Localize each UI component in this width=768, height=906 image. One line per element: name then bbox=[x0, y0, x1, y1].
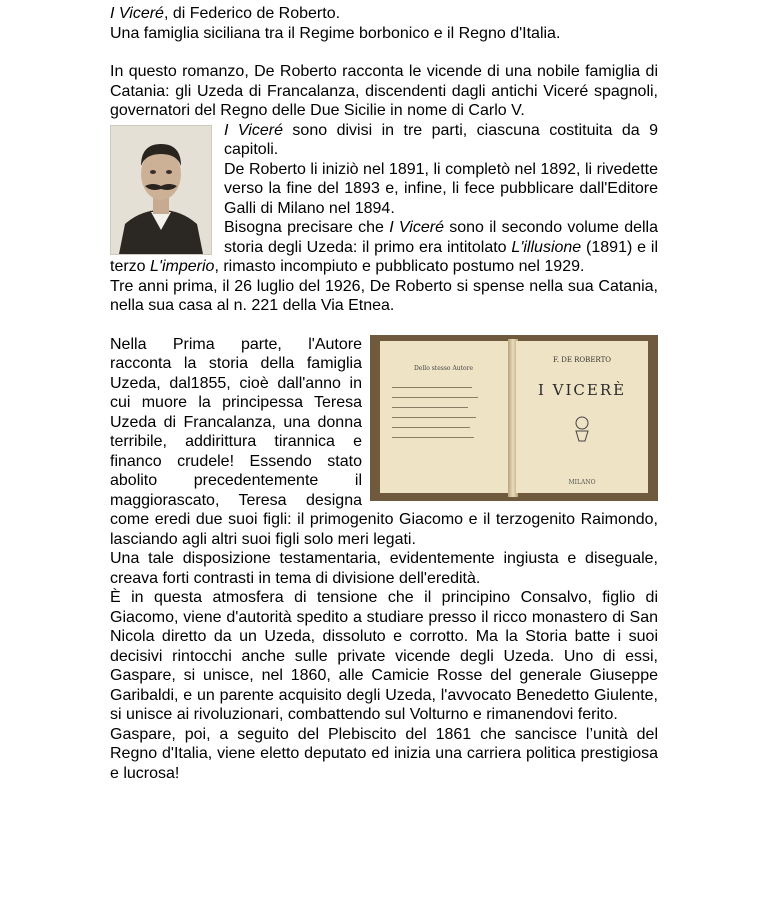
intro-title-italic: I Viceré bbox=[110, 5, 164, 22]
trilogy-text-a: Bisogna precisare che bbox=[224, 219, 390, 236]
portrait-figure-icon bbox=[111, 126, 211, 254]
intro-subtitle: Una famiglia siciliana tra il Regime borbonico e il Regno d'Italia. bbox=[110, 24, 561, 42]
book-right-page bbox=[516, 341, 648, 493]
paragraph-consalvo: È in questa atmosfera di tensione che il principino Consalvo, figlio di Giacomo, viene d'autorità spedito a studiare presso il ricco monastero di San Nicola diretto da un Uzeda, dissoluto e corrotto. Ma la Storia batte i suoi decisivi rintocchi anche sulle private vicende degli Uzeda. Uno di essi, Gaspare, si unisce, nel 1860, alle Camicie Rosse del generale Giuseppe Garibaldi, e un parente acquisito degli Uzeda, l'avvocato Benedetto Giulente, si unisce ai rivoluzionari, combattendo sul Volturno e rimanendovi ferito. bbox=[110, 589, 658, 723]
intro-title-line bbox=[110, 4, 658, 24]
book-left-page bbox=[380, 341, 510, 493]
trilogy-italic-viceré: I Viceré bbox=[389, 219, 444, 236]
paragraph-gaspare: Gaspare, poi, a seguito del Plebiscito del 1861 che sancisce l’unità del Regno d'Italia, viene eletto deputato ed inizia una carriera politica prestigiosa e lucrosa! bbox=[110, 725, 658, 782]
intro-title-rest: , di Federico de Roberto. bbox=[163, 5, 341, 22]
trilogy-text-c: (1891) e il terzo bbox=[110, 238, 658, 275]
trilogy-text-d: , rimasto incompiuto e pubblicato postumo nel 1929. bbox=[214, 258, 585, 275]
book-emblem-icon bbox=[570, 413, 594, 443]
portrait-photo bbox=[110, 125, 212, 255]
paragraph-testament: Una tale disposizione testamentaria, evidentemente ingiusta e diseguale, creava forti contrasti in tema di divisione dell'eredità. bbox=[110, 550, 658, 587]
trilogy-text-b: sono il secondo volume della storia degli Uzeda: il primo era intitolato bbox=[224, 219, 659, 256]
paragraph-parts-rest: sono divisi in tre parti, ciascuna costituita da 9 capitoli. bbox=[224, 121, 658, 158]
book-title: I VICERÈ bbox=[537, 380, 627, 399]
paragraph-death: Tre anni prima, il 26 luglio del 1926, De Roberto si spense nella sua Catania, nella sua casa al n. 221 della Via Etnea. bbox=[110, 277, 658, 314]
book-left-heading: Dello stesso Autore bbox=[414, 364, 474, 372]
book-imprint: MILANO bbox=[568, 478, 596, 486]
paragraph-writing-dates: De Roberto li iniziò nel 1891, li completò nel 1892, li rivedette verso la fine del 1893 e, infine, li fece pubblicare dall'Editore Galli di Milano nel 1894. bbox=[224, 160, 658, 217]
trilogy-italic-imperio: L'imperio bbox=[150, 258, 215, 275]
trilogy-italic-illusione: L'illusione bbox=[511, 238, 582, 256]
book-author: F. DE ROBERTO bbox=[553, 355, 611, 364]
book-photo bbox=[370, 335, 658, 501]
paragraph-intro: In questo romanzo, De Roberto racconta le vicende di una nobile famiglia di Catania: gli Uzeda di Francalanza, discendenti dagli antichi Viceré spagnoli, governatori del Regno delle Due Sicilie in nome di Carlo V. bbox=[110, 63, 658, 119]
paragraph-parts-italic: I Viceré bbox=[224, 121, 283, 139]
document-page bbox=[110, 4, 658, 783]
paragraph-first-part: Nella Prima parte, l'Autore racconta la storia della famiglia Uzeda, dal1855, cioè dall'anno in cui muore la principessa Teresa Uzeda di Francalanza, una donna terribile, addirittura tirannica e financo crudele! Essendo stato abolito precedentemente il maggiorascato, Teresa designa come eredi due suoi figli: il primogenito Giacomo e il terzogenito Raimondo, lasciando agli altri suoi figli solo meri legati. bbox=[110, 335, 658, 548]
